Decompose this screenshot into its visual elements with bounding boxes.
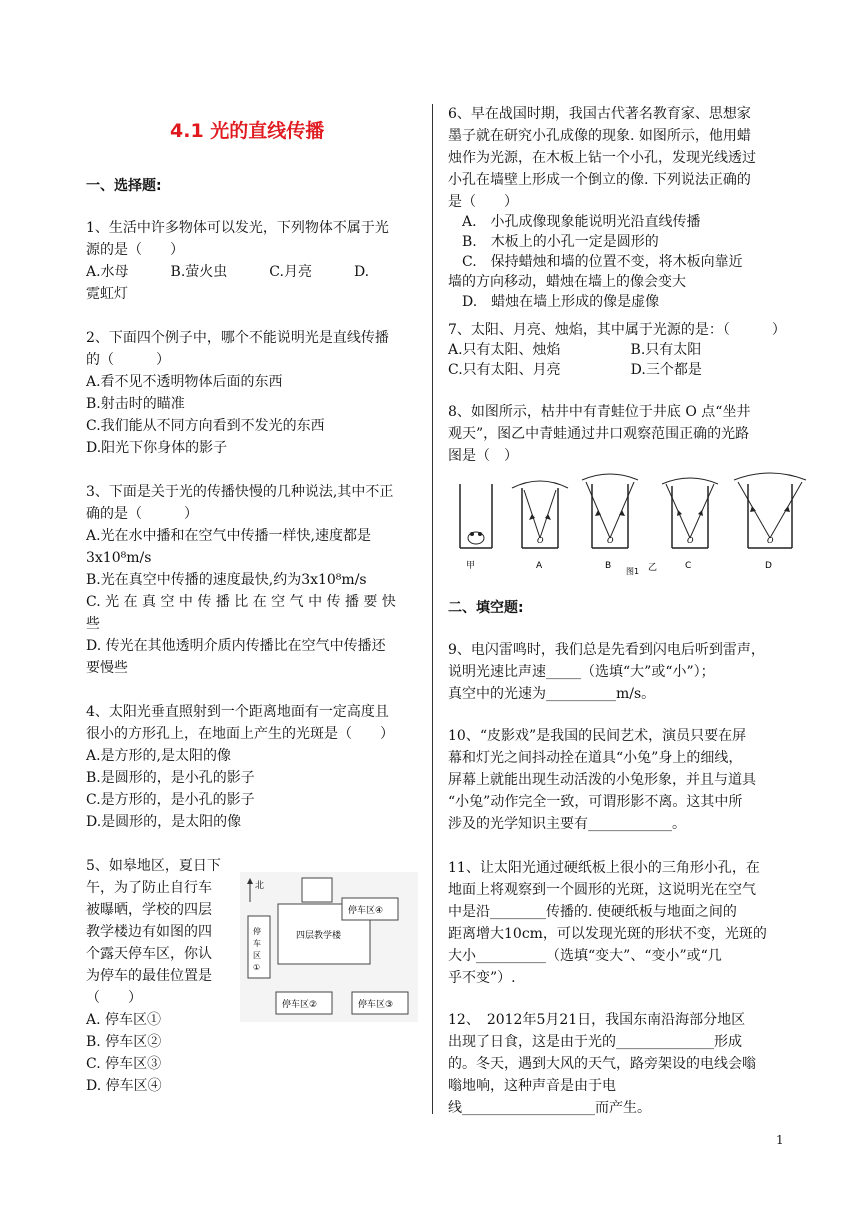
q3-option-a: 3x10⁸m/s bbox=[86, 550, 152, 566]
map-block-top bbox=[302, 878, 332, 902]
q3-option-b: B.光在真空中传播的速度最快,约为3x10⁸m/s bbox=[86, 572, 367, 588]
q2-line: 2、下面四个例子中，哪个不能说明光是直线传播 bbox=[86, 330, 389, 346]
q6-option-b: B. 木板上的小孔一定是圆形的 bbox=[448, 234, 659, 250]
column-divider bbox=[432, 104, 433, 1114]
q6-option-c: C. 保持蜡烛和墙的位置不变，将木板向靠近 bbox=[448, 254, 743, 270]
section-heading-choice: 一、选择题: bbox=[86, 178, 162, 194]
q5-option-d: D. 停车区④ bbox=[86, 1078, 162, 1094]
q9-line: 9、电闪雷鸣时，我们总是先看到闪电后听到雷声， bbox=[448, 642, 765, 658]
q12-line: 出现了日食，这是由于光的______________形成 bbox=[448, 1034, 742, 1050]
q4-option-c: C.是方形的，是小孔的影子 bbox=[86, 792, 255, 808]
q11-line: 大小__________（选填“变大”、“变小”或“几 bbox=[448, 948, 722, 964]
q10-line: 10、“皮影戏”是我国的民间艺术，演员只要在屏 bbox=[448, 728, 747, 744]
q2-option-b: B.射击时的瞄准 bbox=[86, 396, 185, 412]
q10-line: 幕和灯光之间抖动拴在道具“小兔”身上的细线， bbox=[448, 750, 743, 766]
q8-line: 8、如图所示，枯井中有青蛙位于井底 O 点“坐井 bbox=[448, 404, 751, 420]
well-option-b bbox=[582, 474, 638, 571]
q3-option-d: D. 传光在其他透明介质内传播比在空气中传播还 bbox=[86, 638, 386, 654]
q12-line: 线___________________而产生。 bbox=[448, 1100, 651, 1116]
q6-line: 小孔在墙壁上形成一个倒立的像. 下列说法正确的 bbox=[448, 172, 751, 188]
q4-option-b: B.是圆形的，是小孔的影子 bbox=[86, 770, 255, 786]
label-b: B bbox=[605, 561, 612, 571]
parking-map-figure bbox=[240, 872, 418, 1022]
q11-line: 中是沿________传播的. 使硬纸板与地面之间的 bbox=[448, 904, 737, 920]
well-option-c bbox=[662, 478, 718, 571]
q9-line: 说明光速比声速_____（选填“大”或“小”）； bbox=[448, 664, 715, 680]
label-c: C bbox=[685, 561, 692, 571]
q9-line: 真空中的光速为__________m/s。 bbox=[448, 686, 656, 702]
q11-line: 11、让太阳光通过硬纸板上很小的三角形小孔，在 bbox=[448, 860, 760, 876]
q1-line: 源的是（ ） bbox=[86, 242, 184, 258]
q11-line: 地面上将观察到一个圆形的光斑，这说明光在空气 bbox=[448, 882, 756, 898]
q1-options: 霓虹灯 bbox=[86, 286, 128, 302]
q10-line: 屏幕上就能出现生动活泼的小兔形象，并且与道具 bbox=[448, 772, 756, 788]
point-o: O bbox=[767, 536, 774, 545]
q6-line: 烛作为光源，在木板上钻一个小孔，发现光线透过 bbox=[448, 150, 756, 166]
q6-option-c: 墙的方向移动，蜡烛在墙上的像会变大 bbox=[448, 274, 686, 290]
q1-options: A.水母 B.萤火虫 C.月亮 D. bbox=[86, 264, 370, 280]
q6-line: 6、早在战国时期，我国古代著名教育家、思想家 bbox=[448, 106, 751, 122]
lot1-label-4: ① bbox=[253, 963, 261, 972]
q1-line: 1、生活中许多物体可以发光，下列物体不属于光 bbox=[86, 220, 389, 236]
q5-option-c: C. 停车区③ bbox=[86, 1056, 162, 1072]
q8-line: 观天”，图乙中青蛙通过井口观察范围正确的光路 bbox=[448, 426, 750, 442]
q4-option-a: A.是方形的,是太阳的像 bbox=[86, 748, 232, 764]
q5-line: 5、如皋地区，夏日下 bbox=[86, 858, 221, 874]
q11-line: 距离增大10cm，可以发现光斑的形状不变，光斑的 bbox=[448, 926, 767, 942]
q5-line: 午，为了防止自行车 bbox=[86, 880, 212, 896]
label-d: D bbox=[765, 561, 772, 571]
q12-line: 的。冬天，遇到大风的天气，路旁架设的电线会嗡 bbox=[448, 1056, 756, 1072]
q6-line: 墨子就在研究小孔成像的现象. 如图所示，他用蜡 bbox=[448, 128, 751, 144]
section-heading-fill: 二、填空题: bbox=[448, 600, 524, 616]
q5-option-b: B. 停车区② bbox=[86, 1034, 162, 1050]
well-figure bbox=[452, 470, 832, 576]
q3-option-c: C. 光 在 真 空 中 传 播 比 在 空 气 中 传 播 要 快 bbox=[86, 594, 396, 610]
q10-line: “小兔”动作完全一致，可谓形影不离。这其中所 bbox=[448, 794, 743, 810]
q5-line: 被曝晒，学校的四层 bbox=[86, 902, 212, 918]
q3-line: 3、下面是关于光的传播快慢的几种说法,其中不正 bbox=[86, 484, 394, 500]
q6-option-d: D. 蜡烛在墙上形成的像是虚像 bbox=[448, 294, 660, 310]
well-jia bbox=[460, 484, 492, 571]
q8-line: 图是（ ） bbox=[448, 448, 518, 464]
q11-line: 乎不变”）. bbox=[448, 970, 516, 986]
q6-line: 是（ ） bbox=[448, 194, 518, 210]
north-label: 北 bbox=[255, 881, 265, 891]
q4-option-d: D.是圆形的，是太阳的像 bbox=[86, 814, 242, 830]
page-number: 1 bbox=[776, 1133, 784, 1147]
point-o: O bbox=[537, 536, 544, 545]
q3-option-d: 要慢些 bbox=[86, 660, 128, 676]
q3-option-a: A.光在水中播和在空气中传播一样快,速度都是 bbox=[86, 528, 372, 544]
q7-line: 7、太阳、月亮、烛焰，其中属于光源的是：（ ） bbox=[448, 322, 786, 338]
figure-caption: 图1 bbox=[626, 567, 640, 576]
parking-map-svg bbox=[240, 872, 418, 1022]
q2-option-a: A.看不见不透明物体后面的东西 bbox=[86, 374, 283, 390]
q12-line: 12、 2012年5月21日，我国东南沿海部分地区 bbox=[448, 1012, 746, 1028]
lot3-label: 停车区③ bbox=[358, 1000, 394, 1010]
q4-line: 4、太阳光垂直照射到一个距离地面有一定高度且 bbox=[86, 704, 389, 720]
well-figure-svg bbox=[452, 470, 832, 576]
label-a: A bbox=[536, 561, 543, 571]
page-title: 4.1 光的直线传播 bbox=[170, 120, 325, 142]
q5-line: 为停车的最佳位置是 bbox=[86, 968, 212, 984]
q12-line: 嗡地响，这种声音是由于电 bbox=[448, 1078, 616, 1094]
well-option-d bbox=[734, 473, 806, 571]
q4-line: 很小的方形孔上，在地面上产生的光斑是（ ） bbox=[86, 726, 394, 742]
q2-option-c: C.我们能从不同方向看到不发光的东西 bbox=[86, 418, 325, 434]
q5-line: 个露天停车区，你认 bbox=[86, 946, 212, 962]
label-jia: 甲 bbox=[466, 561, 476, 571]
lot1-label-1: 停 bbox=[253, 927, 261, 936]
lot1-label-2: 车 bbox=[253, 939, 261, 948]
q7-options: C.只有太阳、月亮 D.三个都是 bbox=[448, 362, 702, 378]
point-o: O bbox=[687, 536, 694, 545]
building-label: 四层教学楼 bbox=[296, 931, 342, 941]
lot4-label: 停车区④ bbox=[348, 906, 384, 916]
point-o: O bbox=[607, 536, 614, 545]
q5-option-a: A. 停车区① bbox=[86, 1012, 162, 1028]
q5-line: 教学楼边有如图的四 bbox=[86, 924, 212, 940]
q6-option-a: A. 小孔成像现象能说明光沿直线传播 bbox=[448, 214, 701, 230]
q3-option-c: 些 bbox=[86, 616, 100, 632]
lot2-label: 停车区② bbox=[282, 1000, 318, 1010]
q3-line: 确的是（ ） bbox=[86, 506, 198, 522]
q5-line: （ ） bbox=[86, 990, 142, 1006]
q7-options: A.只有太阳、烛焰 B.只有太阳 bbox=[448, 342, 702, 358]
q2-line: 的（ ） bbox=[86, 352, 170, 368]
label-yi: 乙 bbox=[648, 563, 658, 573]
lot1-label-3: 区 bbox=[253, 951, 261, 960]
q10-line: 涉及的光学知识主要有____________。 bbox=[448, 816, 686, 832]
q2-option-d: D.阳光下你身体的影子 bbox=[86, 440, 228, 456]
well-option-a bbox=[512, 481, 568, 571]
